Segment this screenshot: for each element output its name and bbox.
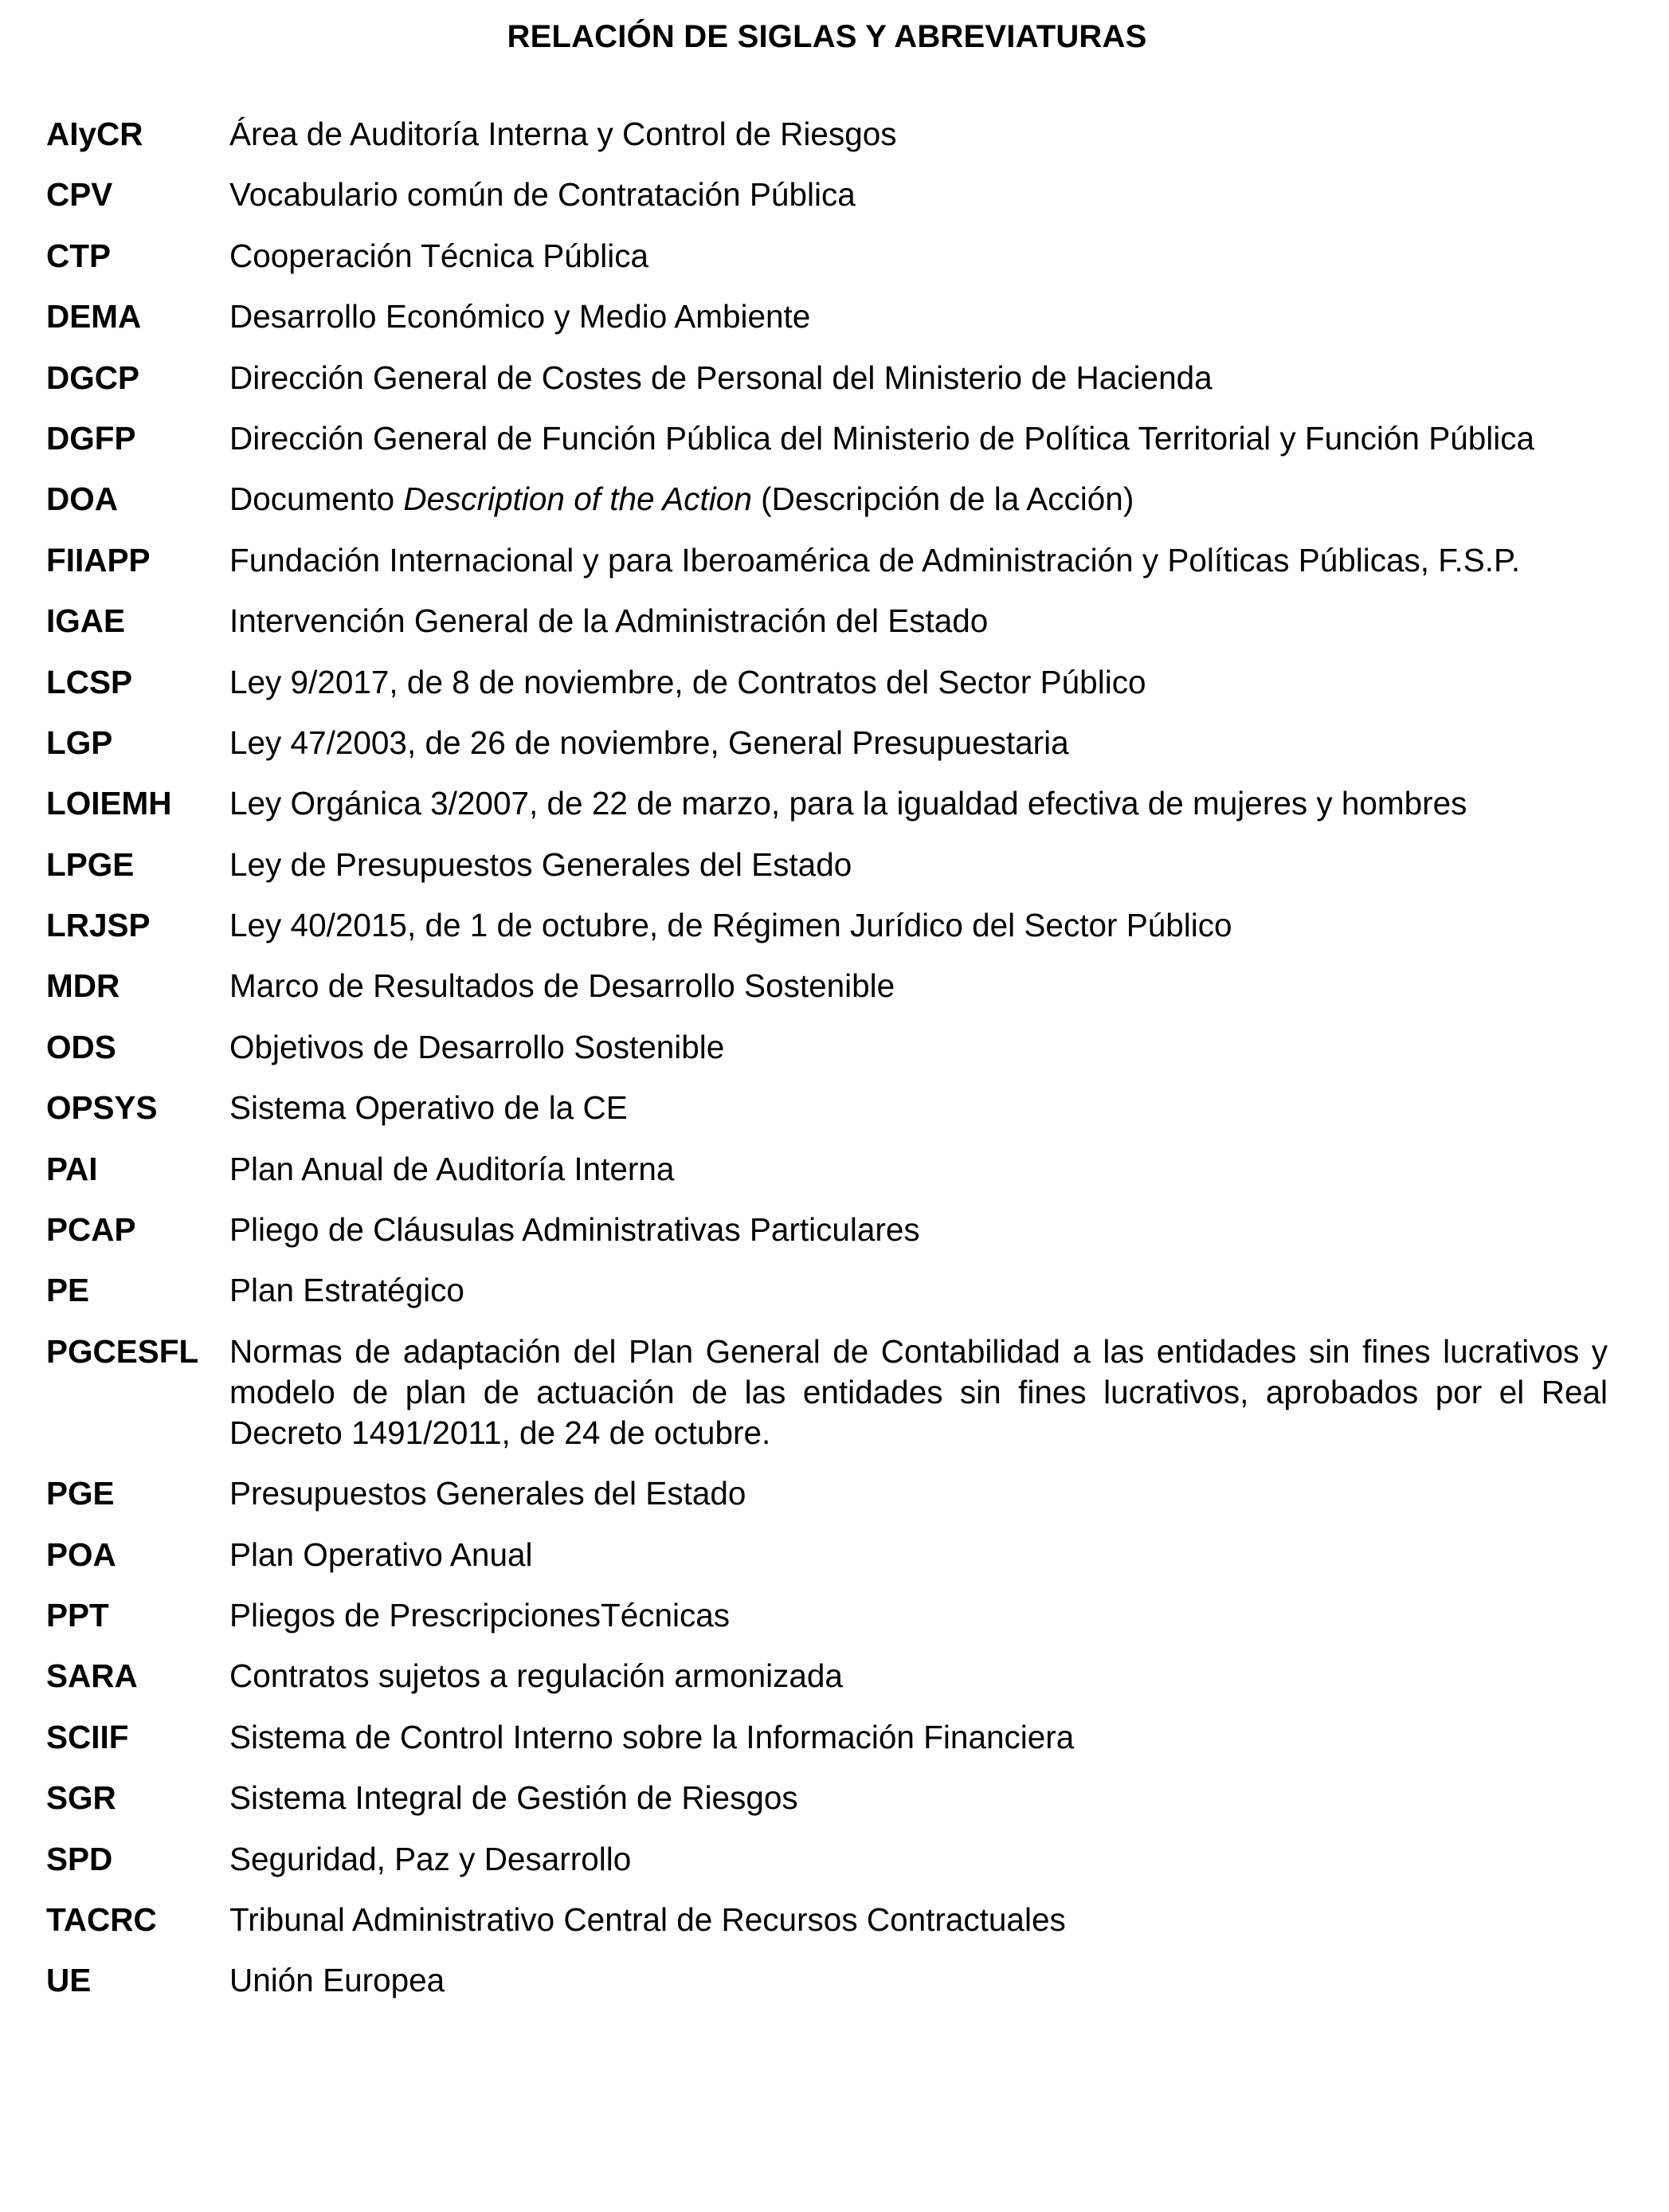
definition-italic-title: Description of the Action	[403, 480, 752, 518]
abbreviation-term: SARA	[46, 1657, 138, 1695]
abbreviation-definition: Objetivos de Desarrollo Sostenible	[229, 1028, 725, 1065]
abbreviation-entry	[46, 1270, 1608, 1311]
abbreviation-term: SPD	[46, 1840, 113, 1877]
abbreviation-entry	[46, 845, 1608, 885]
abbreviation-term: TACRC	[46, 1900, 157, 1938]
abbreviation-definition: Cooperación Técnica Pública	[229, 237, 649, 274]
abbreviation-term: OPSYS	[46, 1089, 158, 1127]
abbreviation-term: PE	[46, 1272, 90, 1309]
abbreviation-entry	[46, 1656, 1608, 1696]
abbreviation-entry	[46, 1332, 1608, 1453]
abbreviation-term: DEMA	[46, 298, 142, 335]
abbreviation-entry	[46, 1535, 1608, 1575]
abbreviation-entry	[46, 601, 1608, 641]
abbreviation-definition: Dirección General de Costes de Personal del Ministerio de Hacienda	[229, 359, 1213, 396]
abbreviation-entry	[46, 1473, 1608, 1514]
abbreviation-definition: Plan Anual de Auditoría Interna	[229, 1150, 675, 1187]
abbreviation-entry	[46, 236, 1608, 276]
abbreviation-list	[46, 114, 1608, 2001]
abbreviation-term: MDR	[46, 967, 120, 1005]
abbreviation-term: PCAP	[46, 1211, 136, 1249]
abbreviation-term: DOA	[46, 480, 118, 518]
abbreviation-definition: Fundación Internacional y para Iberoamérica de Administración y Políticas Públicas, F.S.P.	[229, 541, 1521, 578]
abbreviation-term: DGFP	[46, 419, 136, 457]
abbreviation-entry	[46, 1778, 1608, 1818]
abbreviation-definition: Ley Orgánica 3/2007, de 22 de marzo, para la igualdad efectiva de mujeres y hombres	[229, 785, 1467, 822]
abbreviation-term: FIIAPP	[46, 541, 151, 578]
abbreviation-term: UE	[46, 1962, 92, 1999]
abbreviation-definition: Sistema de Control Interno sobre la Información Financiera	[229, 1718, 1075, 1755]
abbreviation-entry	[46, 783, 1608, 824]
abbreviation-entry	[46, 905, 1608, 946]
abbreviation-definition: Pliego de Cláusulas Administrativas Particulares	[229, 1211, 920, 1249]
abbreviation-term: CPV	[46, 176, 113, 214]
abbreviation-term: IGAE	[46, 602, 126, 640]
abbreviation-term: LPGE	[46, 845, 135, 883]
abbreviation-definition: Contratos sujetos a regulación armonizada	[229, 1657, 843, 1695]
abbreviation-definition: Desarrollo Económico y Medio Ambiente	[229, 298, 811, 335]
abbreviation-definition: Ley de Presupuestos Generales del Estado	[229, 845, 852, 883]
abbreviation-term: LCSP	[46, 663, 133, 700]
abbreviation-term: SGR	[46, 1779, 116, 1817]
abbreviation-definition: Plan Estratégico	[229, 1272, 464, 1309]
abbreviation-entry	[46, 1210, 1608, 1250]
definition-prefix: Documento	[229, 480, 404, 518]
abbreviation-term: CTP	[46, 237, 111, 274]
abbreviation-entry	[46, 966, 1608, 1006]
abbreviation-term: LGP	[46, 724, 113, 761]
abbreviation-entry	[46, 1839, 1608, 1880]
abbreviation-definition	[229, 479, 1608, 520]
abbreviation-term: PGCESFL	[46, 1332, 199, 1370]
abbreviation-definition: Marco de Resultados de Desarrollo Sostenible	[229, 967, 895, 1005]
abbreviation-definition: Área de Auditoría Interna y Control de Riesgos	[229, 116, 897, 152]
page-title: RELACIÓN DE SIGLAS Y ABREVIATURAS	[507, 19, 1147, 54]
definition-suffix: (Descripción de la Acción)	[751, 480, 1134, 518]
abbreviation-definition: Unión Europea	[229, 1962, 445, 1999]
abbreviation-term: POA	[46, 1535, 116, 1573]
abbreviation-definition: Dirección General de Función Pública del Ministerio de Política Territorial y Función Pública	[229, 419, 1535, 457]
abbreviation-entry	[46, 1595, 1608, 1636]
abbreviation-definition: Presupuestos Generales del Estado	[229, 1475, 746, 1512]
abbreviation-definition: Ley 47/2003, de 26 de noviembre, General Presupuestaria	[229, 724, 1069, 761]
abbreviation-definition: Intervención General de la Administración del Estado	[229, 602, 989, 640]
abbreviation-entry	[46, 175, 1608, 215]
abbreviation-definition: Sistema Integral de Gestión de Riesgos	[229, 1779, 798, 1817]
abbreviation-term: DGCP	[46, 359, 140, 396]
abbreviation-term: ODS	[46, 1028, 116, 1065]
abbreviation-definition: Plan Operativo Anual	[229, 1535, 533, 1573]
abbreviation-definition: Ley 9/2017, de 8 de noviembre, de Contratos del Sector Público	[229, 663, 1146, 700]
abbreviation-entry	[46, 662, 1608, 703]
abbreviation-entry	[46, 1900, 1608, 1940]
abbreviation-definition: Vocabulario común de Contratación Pública	[229, 176, 856, 214]
abbreviation-term: PAI	[46, 1150, 98, 1187]
abbreviation-definition: Seguridad, Paz y Desarrollo	[229, 1840, 632, 1877]
abbreviation-term: PPT	[46, 1596, 109, 1634]
abbreviation-term: AIyCR	[46, 116, 143, 152]
abbreviation-term: LRJSP	[46, 907, 151, 944]
abbreviation-term: SCIIF	[46, 1718, 129, 1755]
abbreviation-definition: Sistema Operativo de la CE	[229, 1089, 628, 1127]
abbreviation-entry	[46, 358, 1608, 398]
abbreviation-term: LOIEMH	[46, 785, 172, 822]
abbreviation-entry	[46, 114, 1608, 155]
abbreviation-entry	[46, 418, 1608, 459]
abbreviation-definition: Normas de adaptación del Plan General de Contabilidad a las entidades sin fines lucrativos y modelo de plan de actuación de las entidades sin fines lucrativos, aprobados por el Real Decreto 1491/2011, de 24 de octubre.	[229, 1332, 1608, 1451]
abbreviation-entry	[46, 723, 1608, 763]
abbreviation-entry	[46, 1027, 1608, 1068]
abbreviation-definition: Pliegos de PrescripcionesTécnicas	[229, 1596, 731, 1634]
abbreviation-entry	[46, 1960, 1608, 2001]
abbreviation-entry	[46, 479, 1608, 520]
abbreviation-entry	[46, 1717, 1608, 1758]
abbreviation-definition: Ley 40/2015, de 1 de octubre, de Régimen Jurídico del Sector Público	[229, 907, 1232, 944]
abbreviation-entry	[46, 296, 1608, 337]
abbreviation-entry	[46, 1149, 1608, 1190]
abbreviation-entry	[46, 1088, 1608, 1128]
abbreviation-definition: Tribunal Administrativo Central de Recursos Contractuales	[229, 1900, 1066, 1938]
abbreviation-term: PGE	[46, 1475, 115, 1512]
abbreviation-entry	[46, 540, 1608, 581]
